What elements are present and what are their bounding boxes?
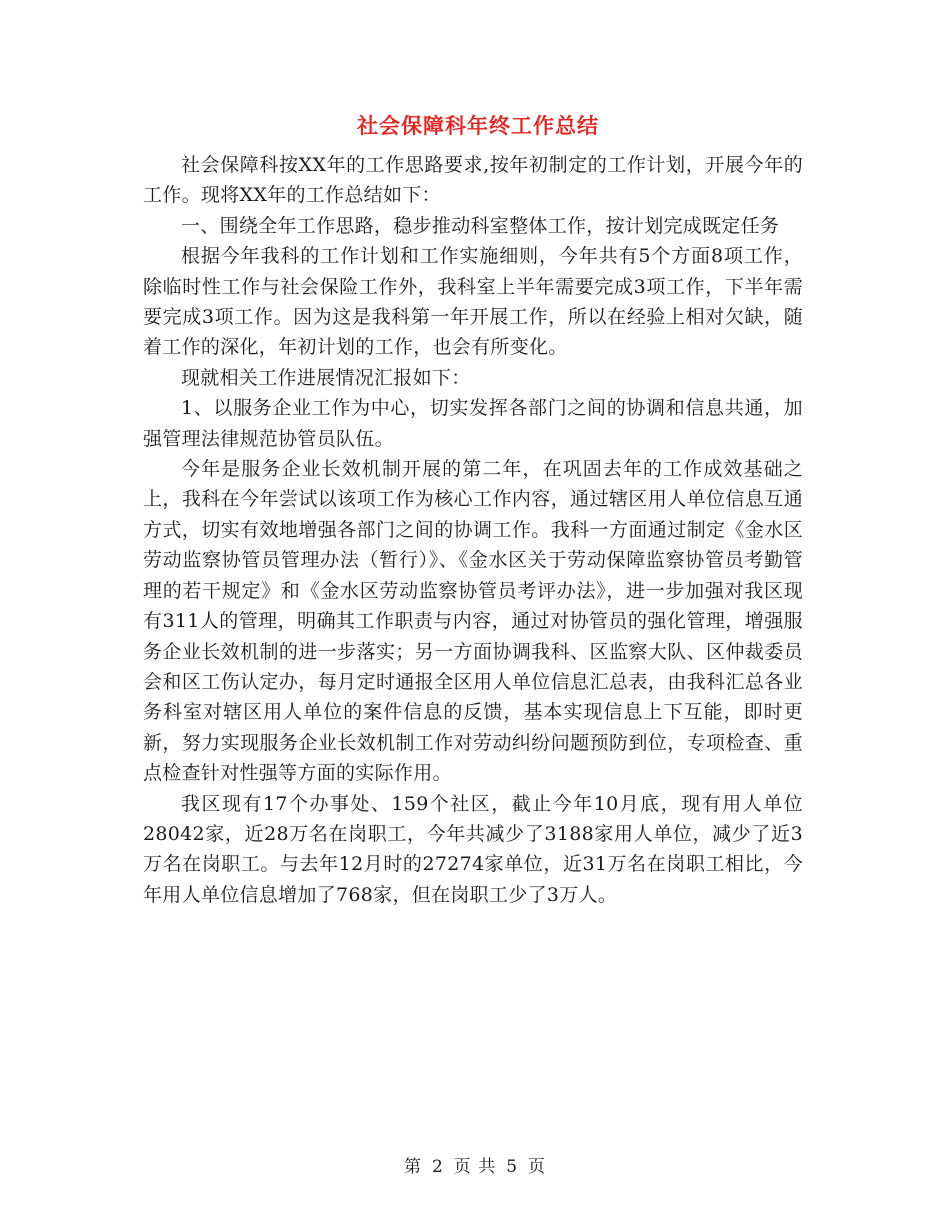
paragraph-intro: 社会保障科按XX年的工作思路要求,按年初制定的工作计划，开展今年的工作。现将XX年的工作总结如下： — [143, 154, 803, 207]
page-footer — [0, 1152, 950, 1177]
paragraph-item-1-heading: 1、以服务企业工作为中心，切实发挥各部门之间的协调和信息共通，加强管理法律规范协管员队伍。 — [143, 397, 803, 450]
paragraph-work-plan: 根据今年我科的工作计划和工作实施细则，今年共有5个方面8项工作，除临时性工作与社会保险工作外，我科室上半年需要完成3项工作，下半年需要完成3项工作。因为这是我科第一年开展工作，所以在经验上相对欠缺，随着工作的深化，年初计划的工作，也会有所变化。 — [143, 245, 803, 359]
footer-mid: 页 共 — [453, 1157, 497, 1177]
footer-current-page: 2 — [431, 1157, 444, 1177]
footer-prefix: 第 — [403, 1157, 422, 1177]
document-title: 社会保障科年终工作总结 — [357, 113, 599, 138]
paragraph-report-intro: 现就相关工作进展情况汇报如下： — [181, 366, 471, 389]
footer-suffix: 页 — [528, 1157, 547, 1177]
paragraph-service-mechanism: 今年是服务企业长效机制开展的第二年，在巩固去年的工作成效基础之上，我科在今年尝试以该项工作为核心工作内容，通过辖区用人单位信息互通方式，切实有效地增强各部门之间的协调工作。我科一方面通过制定《金水区劳动监察协管员管理办法（暂行）》、《金水区关于劳动保障监察协管员考勤管理的若干规定》和《金水区劳动监察协管员考评办法》，进一步加强对我区现有311人的管理，明确其工作职责与内容，通过对协管员的强化管理，增强服务企业长效机制的进一步落实；另一方面协调我科、区监察大队、区仲裁委员会和区工伤认定办，每月定时通报全区用人单位信息汇总表，由我科汇总各业务科室对辖区用人单位的案件信息的反馈，基本实现信息上下互能，即时更新，努力实现服务企业长效机制工作对劳动纠纷问题预防到位，专项检查、重点检查针对性强等方面的实际作用。 — [143, 458, 803, 785]
paragraph-district-statistics: 我区现有17个办事处、159个社区，截止今年10月底，现有用人单位28042家，近28万名在岗职工，今年共减少了3188家用人单位，减少了近3万名在岗职工。与去年12月时的27274家单位，近31万名在岗职工相比，今年用人单位信息增加了768家，但在岗职工少了3万人。 — [143, 792, 803, 906]
document-page — [143, 110, 803, 910]
footer-total-pages: 5 — [506, 1157, 519, 1177]
paragraph-section-heading-1: 一、围绕全年工作思路，稳步推动科室整体工作，按计划完成既定任务 — [181, 214, 780, 237]
